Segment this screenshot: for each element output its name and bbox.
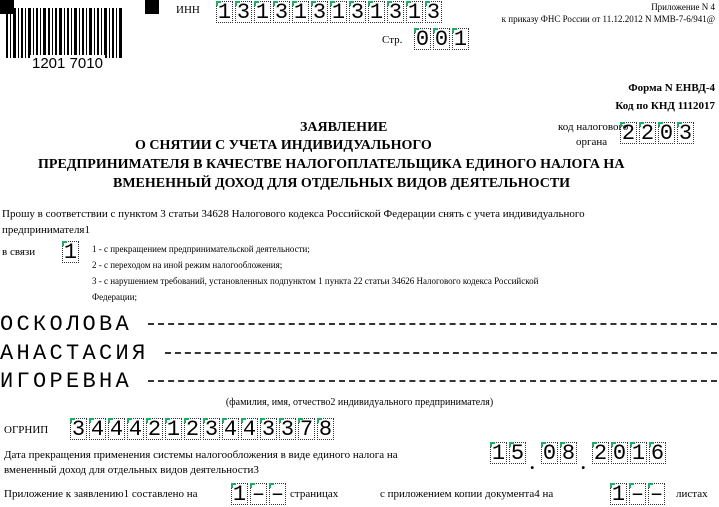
surname-row[interactable] [0,312,719,336]
pages-cell[interactable]: – [270,482,285,507]
patronymic-row[interactable] [0,369,719,393]
request-text-line-2: предпринимателя1 [2,224,90,236]
tax-authority-cell[interactable]: 2 [621,121,636,146]
inn-cell[interactable]: 1 [407,0,422,25]
inn-cell[interactable]: 3 [388,0,403,25]
option-3-line-1: 3 - с нарушением требований, установленных подпунктом 1 пункта 22 статьи 34626 Налогового кодекса Российской [92,276,539,286]
surname-dash-fill [148,323,717,325]
termination-label-line-2: вмененный доход для отдельных видов деятельности3 [4,464,259,476]
date-separator-2: . [581,453,586,473]
appendix-line-2: к приказу ФНС России от 11.12.2012 N ММВ-7-6/941@ [501,14,715,24]
appendix-line-1: Приложение N 4 [651,2,715,12]
date-year-cell[interactable]: 2 [593,441,608,466]
pages-cell[interactable]: – [251,482,266,507]
tax-authority-label-2: органа [576,136,608,148]
reason-cells[interactable] [62,241,81,263]
reason-label: в связи [2,246,36,258]
pages-cells[interactable] [231,483,288,505]
ogrnip-cell[interactable]: 4 [109,417,124,442]
surname-value: ОСКОЛОВА [0,312,133,337]
option-1: 1 - с прекращением предпринимательской деятельности; [92,244,310,254]
date-separator-1: . [530,453,535,473]
inn-cell[interactable]: 1 [369,0,384,25]
inn-cell[interactable]: 3 [426,0,441,25]
date-month-cell[interactable]: 0 [542,441,557,466]
title-line-2: О СНЯТИИ С УЧЕТА ИНДИВИДУАЛЬНОГО [135,138,432,153]
ogrnip-cells[interactable] [70,418,336,440]
inn-cell[interactable]: 3 [274,0,289,25]
ogrnip-cell[interactable]: 4 [242,417,257,442]
copies-label: с приложением копии документа4 на [380,488,554,500]
inn-cell[interactable]: 1 [293,0,308,25]
ogrnip-cell[interactable]: 2 [147,417,162,442]
tax-authority-label-1: код налогового [558,121,629,133]
patronymic-value: ИГОРЕВНА [0,369,133,394]
option-2: 2 - с переходом на иной режим налогообложения; [92,260,283,270]
title-line-1: ЗАЯВЛЕНИЕ [300,120,388,135]
copies-suffix: листах [676,488,708,500]
inn-cells[interactable] [216,1,444,23]
date-year-cell[interactable]: 6 [650,441,665,466]
reason-cell[interactable]: 1 [63,240,78,265]
ogrnip-cell[interactable]: 4 [223,417,238,442]
ogrnip-cell[interactable]: 7 [299,417,314,442]
termination-date-day[interactable] [490,442,528,464]
ogrnip-cell[interactable]: 3 [204,417,219,442]
ogrnip-cell[interactable]: 2 [185,417,200,442]
copies-cells[interactable] [610,483,667,505]
termination-date-month[interactable] [541,442,579,464]
ogrnip-cell[interactable]: 3 [261,417,276,442]
first-name-value: АНАСТАСИЯ [0,341,149,366]
name-caption: (фамилия, имя, отчество2 индивидуального предпринимателя) [225,397,494,408]
ogrnip-cell[interactable]: 4 [128,417,143,442]
ogrnip-cell[interactable]: 1 [166,417,181,442]
page-label: Стр. [382,34,403,46]
pages-suffix: страницах [290,488,339,500]
tax-authority-cells[interactable] [620,122,696,144]
page-cell[interactable]: 0 [434,27,449,52]
page-cell[interactable]: 0 [415,27,430,52]
inn-cell[interactable]: 3 [236,0,251,25]
request-text-line-1: Прошу в соответствии с пунктом 3 статьи 34628 Налогового кодекса Российской Федерации снять с учета индивидуального [2,208,585,220]
date-year-cell[interactable]: 0 [612,441,627,466]
tax-authority-cell[interactable]: 2 [640,121,655,146]
termination-date-year[interactable] [592,442,668,464]
knd-code: Код по КНД 1112017 [615,100,715,112]
form-name: Форма N ЕНВД-4 [628,82,715,94]
corner-marker-center [145,0,159,14]
ogrnip-cell[interactable]: 8 [318,417,333,442]
copies-cell[interactable]: – [630,482,645,507]
page-cell[interactable]: 1 [453,27,468,52]
ogrnip-label: ОГРНИП [4,424,49,436]
inn-cell[interactable]: 3 [312,0,327,25]
option-3-line-2: Федерации; [92,292,138,302]
date-day-cell[interactable]: 5 [510,441,525,466]
date-month-cell[interactable]: 8 [561,441,576,466]
ogrnip-cell[interactable]: 4 [90,417,105,442]
title-line-3: ПРЕДПРИНИМАТЕЛЯ В КАЧЕСТВЕ НАЛОГОПЛАТЕЛЬЩИКА ЕДИНОГО НАЛОГА НА [38,157,625,172]
inn-label: ИНН [176,4,200,16]
patronymic-dash-fill [148,380,717,382]
inn-cell[interactable]: 1 [217,0,232,25]
copies-cell[interactable]: – [649,482,664,507]
copies-cell[interactable]: 1 [611,482,626,507]
termination-label-line-1: Дата прекращения применения системы налогообложения в виде единого налога на [4,449,398,461]
inn-cell[interactable]: 1 [255,0,270,25]
pages-label: Приложение к заявлению1 составлено на [4,488,198,500]
pages-cell[interactable]: 1 [232,482,247,507]
barcode-number: 1201 7010 [32,55,103,72]
page-cells[interactable] [414,28,471,50]
tax-authority-cell[interactable]: 3 [678,121,693,146]
inn-cell[interactable]: 3 [350,0,365,25]
date-year-cell[interactable]: 1 [631,441,646,466]
first-name-row[interactable] [0,341,719,365]
ogrnip-cell[interactable]: 3 [71,417,86,442]
inn-cell[interactable]: 1 [331,0,346,25]
tax-authority-cell[interactable]: 0 [659,121,674,146]
title-line-4: ВМЕНЕННЫЙ ДОХОД ДЛЯ ОТДЕЛЬНЫХ ВИДОВ ДЕЯТЕЛЬНОСТИ [113,176,571,191]
first-name-dash-fill [165,352,717,354]
date-day-cell[interactable]: 1 [491,441,506,466]
ogrnip-cell[interactable]: 3 [280,417,295,442]
